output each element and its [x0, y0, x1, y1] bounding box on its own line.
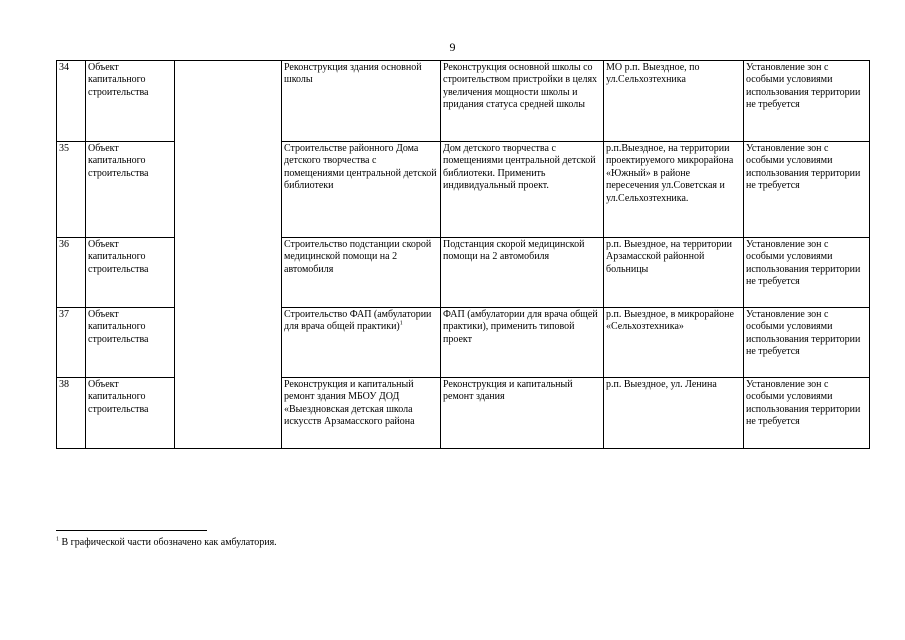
zone-cell: Установление зон с особыми условиями использования территории не требуется: [744, 308, 870, 378]
object-type-cell: Объект капитального строительства: [86, 378, 175, 449]
object-type-cell: Объект капитального строительства: [86, 238, 175, 308]
zone-cell: Установление зон с особыми условиями использования территории не требуется: [744, 238, 870, 308]
empty-merged-cell: [175, 61, 282, 449]
table-row: [57, 61, 870, 142]
location-cell: МО р.п. Выездное, по ул.Сельхозтехника: [604, 61, 744, 142]
row-number-cell: 36: [57, 238, 86, 308]
description-cell: Реконструкция и капитальный ремонт здания: [441, 378, 604, 449]
footnote-number: 1: [56, 536, 59, 543]
footnote-text: В графической части обозначено как амбулатория.: [59, 537, 277, 548]
footnote: [56, 536, 277, 549]
footnote-marker: 1: [399, 321, 403, 328]
page-number: 9: [449, 40, 456, 54]
description-cell: Дом детского творчества с помещениями центральной детской библиотеки. Применить индивидуальный проект.: [441, 142, 604, 238]
object-type-cell: Объект капитального строительства: [86, 308, 175, 378]
activity-cell: Строительстве районного Дома детского творчества с помещениями центральной детской библиотеки: [282, 142, 441, 238]
zone-cell: Установление зон с особыми условиями использования территории не требуется: [744, 61, 870, 142]
activity-cell: Реконструкция здания основной школы: [282, 61, 441, 142]
row-number-cell: 37: [57, 308, 86, 378]
zone-cell: Установление зон с особыми условиями использования территории не требуется: [744, 142, 870, 238]
description-cell: ФАП (амбулатории для врача общей практики), применить типовой проект: [441, 308, 604, 378]
location-cell: р.п. Выездное, на территории Арзамасской районной больницы: [604, 238, 744, 308]
description-cell: Реконструкция основной школы со строительством пристройки в целях увеличения мощности школы и придания статуса средней школы: [441, 61, 604, 142]
footnote-separator: [56, 530, 207, 531]
object-type-cell: Объект капитального строительства: [86, 142, 175, 238]
object-type-cell: Объект капитального строительства: [86, 61, 175, 142]
row-number-cell: 35: [57, 142, 86, 238]
description-cell: Подстанция скорой медицинской помощи на 2 автомобиля: [441, 238, 604, 308]
location-cell: р.п. Выездное, ул. Ленина: [604, 378, 744, 449]
activity-cell: Строительство подстанции скорой медицинской помощи на 2 автомобиля: [282, 238, 441, 308]
row-number-cell: 38: [57, 378, 86, 449]
zone-cell: Установление зон с особыми условиями использования территории не требуется: [744, 378, 870, 449]
location-cell: р.п. Выездное, в микрорайоне «Сельхозтехника»: [604, 308, 744, 378]
activity-cell: [282, 308, 441, 378]
objects-table: [56, 60, 870, 449]
activity-text: Строительство ФАП (амбулатории для врача общей практики): [284, 309, 432, 333]
activity-cell: Реконструкция и капитальный ремонт здания МБОУ ДОД «Выездновская детская школа искусств Арзамасского района: [282, 378, 441, 449]
row-number-cell: 34: [57, 61, 86, 142]
location-cell: р.п.Выездное, на территории проектируемого микрорайона «Южный» в районе пересечения ул.Советская и ул.Сельхозтехника.: [604, 142, 744, 238]
